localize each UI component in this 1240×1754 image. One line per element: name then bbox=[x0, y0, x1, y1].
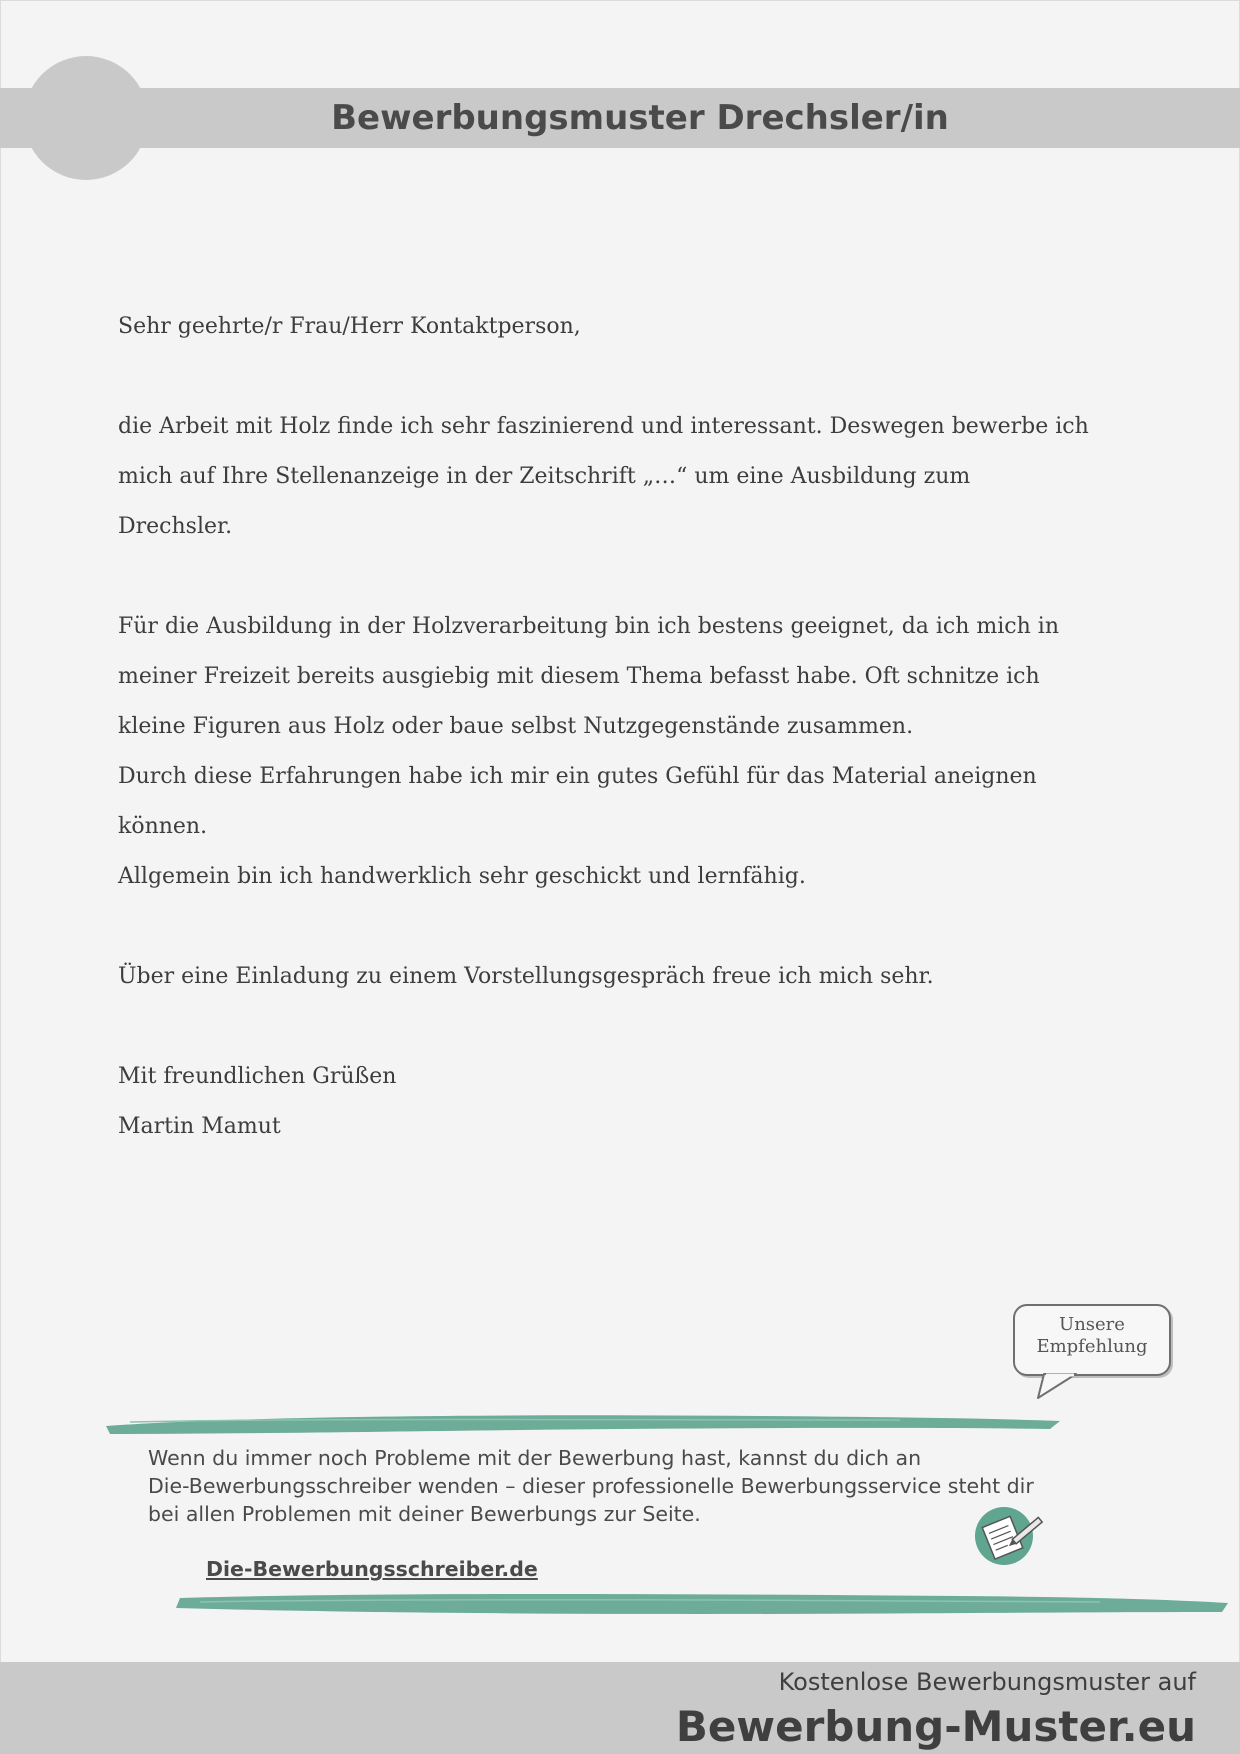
letter-closing: Mit freundlichen Grüßen bbox=[118, 1064, 397, 1089]
letter-line: Durch diese Erfahrungen habe ich mir ein gutes Gefühl für das Material aneignen bbox=[118, 764, 1037, 789]
bubble-line: Unsere bbox=[1059, 1314, 1125, 1335]
bubble-line: Empfehlung bbox=[1036, 1336, 1148, 1357]
brush-stroke-top bbox=[106, 1415, 1060, 1434]
document-pen-icon bbox=[970, 1504, 1050, 1566]
letter-line: Drechsler. bbox=[118, 514, 233, 539]
letter-salutation: Sehr geehrte/r Frau/Herr Kontaktperson, bbox=[118, 314, 581, 339]
letter-signature: Martin Mamut bbox=[118, 1114, 281, 1139]
paragraph-gap bbox=[118, 902, 1138, 952]
letter-line: mich auf Ihre Stellenanzeige in der Zeitschrift „…“ um eine Ausbildung zum bbox=[118, 464, 971, 489]
letter-line: Für die Ausbildung in der Holzverarbeitung bin ich bestens geeignet, da ich mich in bbox=[118, 614, 1059, 639]
page-title: Bewerbungsmuster Drechsler/in bbox=[331, 98, 949, 138]
bewerbungsschreiber-link[interactable]: Die-Bewerbungsschreiber.de bbox=[206, 1557, 538, 1581]
letter-line: Allgemein bin ich handwerklich sehr geschickt und lernfähig. bbox=[118, 864, 806, 889]
header-circle-decoration bbox=[24, 56, 148, 180]
recommendation-bubble bbox=[1013, 1304, 1171, 1376]
letter-line: können. bbox=[118, 814, 208, 839]
recommendation-text bbox=[148, 1444, 1108, 1528]
footer-tagline: Kostenlose Bewerbungsmuster auf bbox=[778, 1668, 1196, 1696]
recommendation-line: Die-Bewerbungsschreiber wenden – dieser professionelle Bewerbungsservice steht dir bbox=[148, 1474, 1034, 1498]
recommendation-line: Wenn du immer noch Probleme mit der Bewerbung hast, kannst du dich an bbox=[148, 1446, 922, 1470]
footer-site-name: Bewerbung-Muster.eu bbox=[675, 1702, 1196, 1751]
letter-line: die Arbeit mit Holz finde ich sehr faszinierend und interessant. Deswegen bewerbe ich bbox=[118, 414, 1089, 439]
paragraph-gap bbox=[118, 352, 1138, 402]
recommendation-line: bei allen Problemen mit deiner Bewerbungs zur Seite. bbox=[148, 1502, 701, 1526]
letter-line: Über eine Einladung zu einem Vorstellungsgespräch freue ich mich sehr. bbox=[118, 964, 934, 989]
letter-line: meiner Freizeit bereits ausgiebig mit diesem Thema befasst habe. Oft schnitze ich bbox=[118, 664, 1040, 689]
letter-line: kleine Figuren aus Holz oder baue selbst Nutzgegenstände zusammen. bbox=[118, 714, 914, 739]
paragraph-gap bbox=[118, 552, 1138, 602]
letter-body bbox=[118, 302, 1138, 1152]
brush-stroke-bottom bbox=[176, 1594, 1228, 1614]
paragraph-gap bbox=[118, 1002, 1138, 1052]
